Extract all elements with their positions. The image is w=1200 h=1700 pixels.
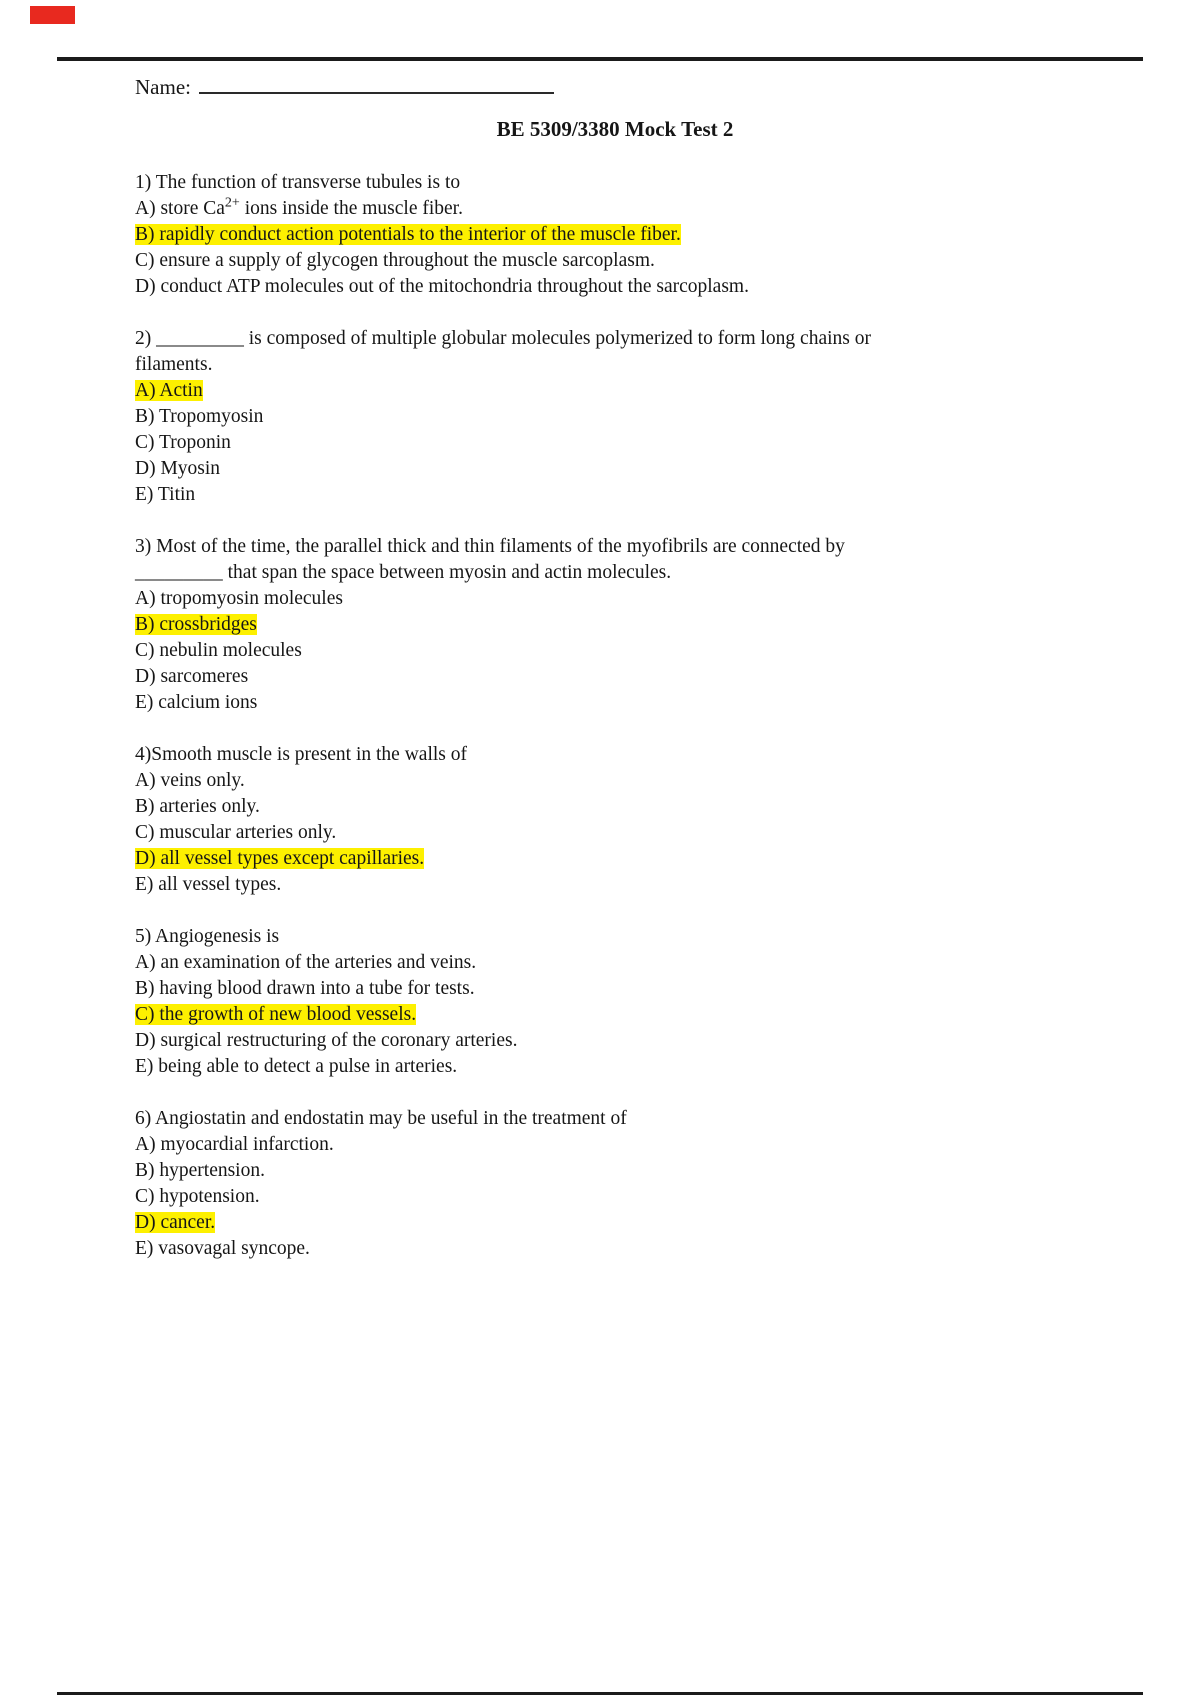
- question-1-option-d: [135, 274, 1075, 300]
- question-2-option-d: [135, 456, 1075, 482]
- question-4-option-c: [135, 820, 1075, 846]
- question-2: [135, 326, 1075, 508]
- option-text: B) rapidly conduct action potentials to the interior of the muscle fiber.: [135, 224, 681, 245]
- question-2-option-e: [135, 482, 1075, 508]
- question-5-option-b: [135, 976, 1075, 1002]
- option-text: A) veins only.: [135, 770, 245, 791]
- option-text: D) surgical restructuring of the coronary arteries.: [135, 1030, 518, 1051]
- question-4-option-b: [135, 794, 1075, 820]
- questions-list: [135, 170, 1075, 1288]
- option-text: B) arteries only.: [135, 796, 260, 817]
- option-text: [135, 194, 463, 219]
- name-row: [135, 70, 554, 100]
- option-text: E) all vessel types.: [135, 874, 282, 895]
- top-rule: [57, 57, 1143, 61]
- question-5-prompt: 5) Angiogenesis is: [135, 926, 280, 947]
- question-6-option-c: [135, 1184, 1075, 1210]
- page-title: BE 5309/3380 Mock Test 2: [496, 117, 734, 141]
- question-5-option-a: [135, 950, 1075, 976]
- question-4-option-e: [135, 872, 1075, 898]
- question-3: [135, 534, 1075, 716]
- question-6-prompt: 6) Angiostatin and endostatin may be useful in the treatment of: [135, 1108, 627, 1129]
- option-text: C) Troponin: [135, 432, 231, 453]
- question-6-option-a: [135, 1132, 1075, 1158]
- option-text-post: ions inside the muscle fiber.: [239, 198, 463, 219]
- option-text: C) the growth of new blood vessels.: [135, 1004, 417, 1025]
- question-1-option-b: [135, 222, 1075, 248]
- question-6-option-b: [135, 1158, 1075, 1184]
- option-text: D) Myosin: [135, 458, 221, 479]
- question-5-option-d: [135, 1028, 1075, 1054]
- question-3-option-e: [135, 690, 1075, 716]
- option-text: C) hypotension.: [135, 1186, 260, 1207]
- option-text: D) sarcomeres: [135, 666, 249, 687]
- question-1-prompt: 1) The function of transverse tubules is to: [135, 172, 461, 193]
- question-4: [135, 742, 1075, 898]
- option-text: B) crossbridges: [135, 614, 257, 635]
- question-5: [135, 924, 1075, 1080]
- option-text: C) nebulin molecules: [135, 640, 302, 661]
- name-label: Name:: [135, 75, 191, 99]
- name-underline: [199, 70, 554, 94]
- option-text: D) conduct ATP molecules out of the mitochondria throughout the sarcoplasm.: [135, 276, 749, 297]
- superscript: 2+: [224, 194, 240, 211]
- option-text: B) hypertension.: [135, 1160, 265, 1181]
- question-2-option-c: [135, 430, 1075, 456]
- question-2-option-a: [135, 378, 1075, 404]
- question-1: [135, 170, 1075, 300]
- option-text-pre: A) store Ca: [135, 198, 225, 219]
- option-text: A) Actin: [135, 380, 203, 401]
- question-6-option-d: [135, 1210, 1075, 1236]
- option-text: D) cancer.: [135, 1212, 216, 1233]
- option-text: B) Tropomyosin: [135, 406, 264, 427]
- question-3-option-c: [135, 638, 1075, 664]
- question-3-prompt-line-2: _________ that span the space between myosin and actin molecules.: [135, 562, 672, 583]
- option-text: A) an examination of the arteries and veins.: [135, 952, 477, 973]
- question-2-prompt-line-2: filaments.: [135, 354, 213, 375]
- option-text: D) all vessel types except capillaries.: [135, 848, 425, 869]
- option-text: A) tropomyosin molecules: [135, 588, 343, 609]
- question-2-prompt-line-1: 2) _________ is composed of multiple globular molecules polymerized to form long chains or: [135, 328, 871, 349]
- option-text: C) ensure a supply of glycogen throughout the muscle sarcoplasm.: [135, 250, 655, 271]
- option-text: B) having blood drawn into a tube for tests.: [135, 978, 475, 999]
- question-3-option-d: [135, 664, 1075, 690]
- question-3-prompt-line-1: 3) Most of the time, the parallel thick and thin filaments of the myofibrils are connected by: [135, 536, 845, 557]
- option-text: E) Titin: [135, 484, 196, 505]
- bottom-rule: [57, 1692, 1143, 1695]
- option-text: C) muscular arteries only.: [135, 822, 337, 843]
- question-6: [135, 1106, 1075, 1262]
- question-2-option-b: [135, 404, 1075, 430]
- option-text: E) being able to detect a pulse in arteries.: [135, 1056, 458, 1077]
- question-4-prompt: 4)Smooth muscle is present in the walls of: [135, 744, 467, 765]
- question-5-option-e: [135, 1054, 1075, 1080]
- question-1-option-c: [135, 248, 1075, 274]
- option-text: E) calcium ions: [135, 692, 258, 713]
- question-6-option-e: [135, 1236, 1075, 1262]
- question-3-option-b: [135, 612, 1075, 638]
- option-text: A) myocardial infarction.: [135, 1134, 334, 1155]
- question-1-option-a: [135, 196, 1075, 222]
- question-4-option-a: [135, 768, 1075, 794]
- question-3-option-a: [135, 586, 1075, 612]
- option-text: E) vasovagal syncope.: [135, 1238, 310, 1259]
- red-marker: [30, 6, 75, 24]
- question-4-option-d: [135, 846, 1075, 872]
- question-5-option-c: [135, 1002, 1075, 1028]
